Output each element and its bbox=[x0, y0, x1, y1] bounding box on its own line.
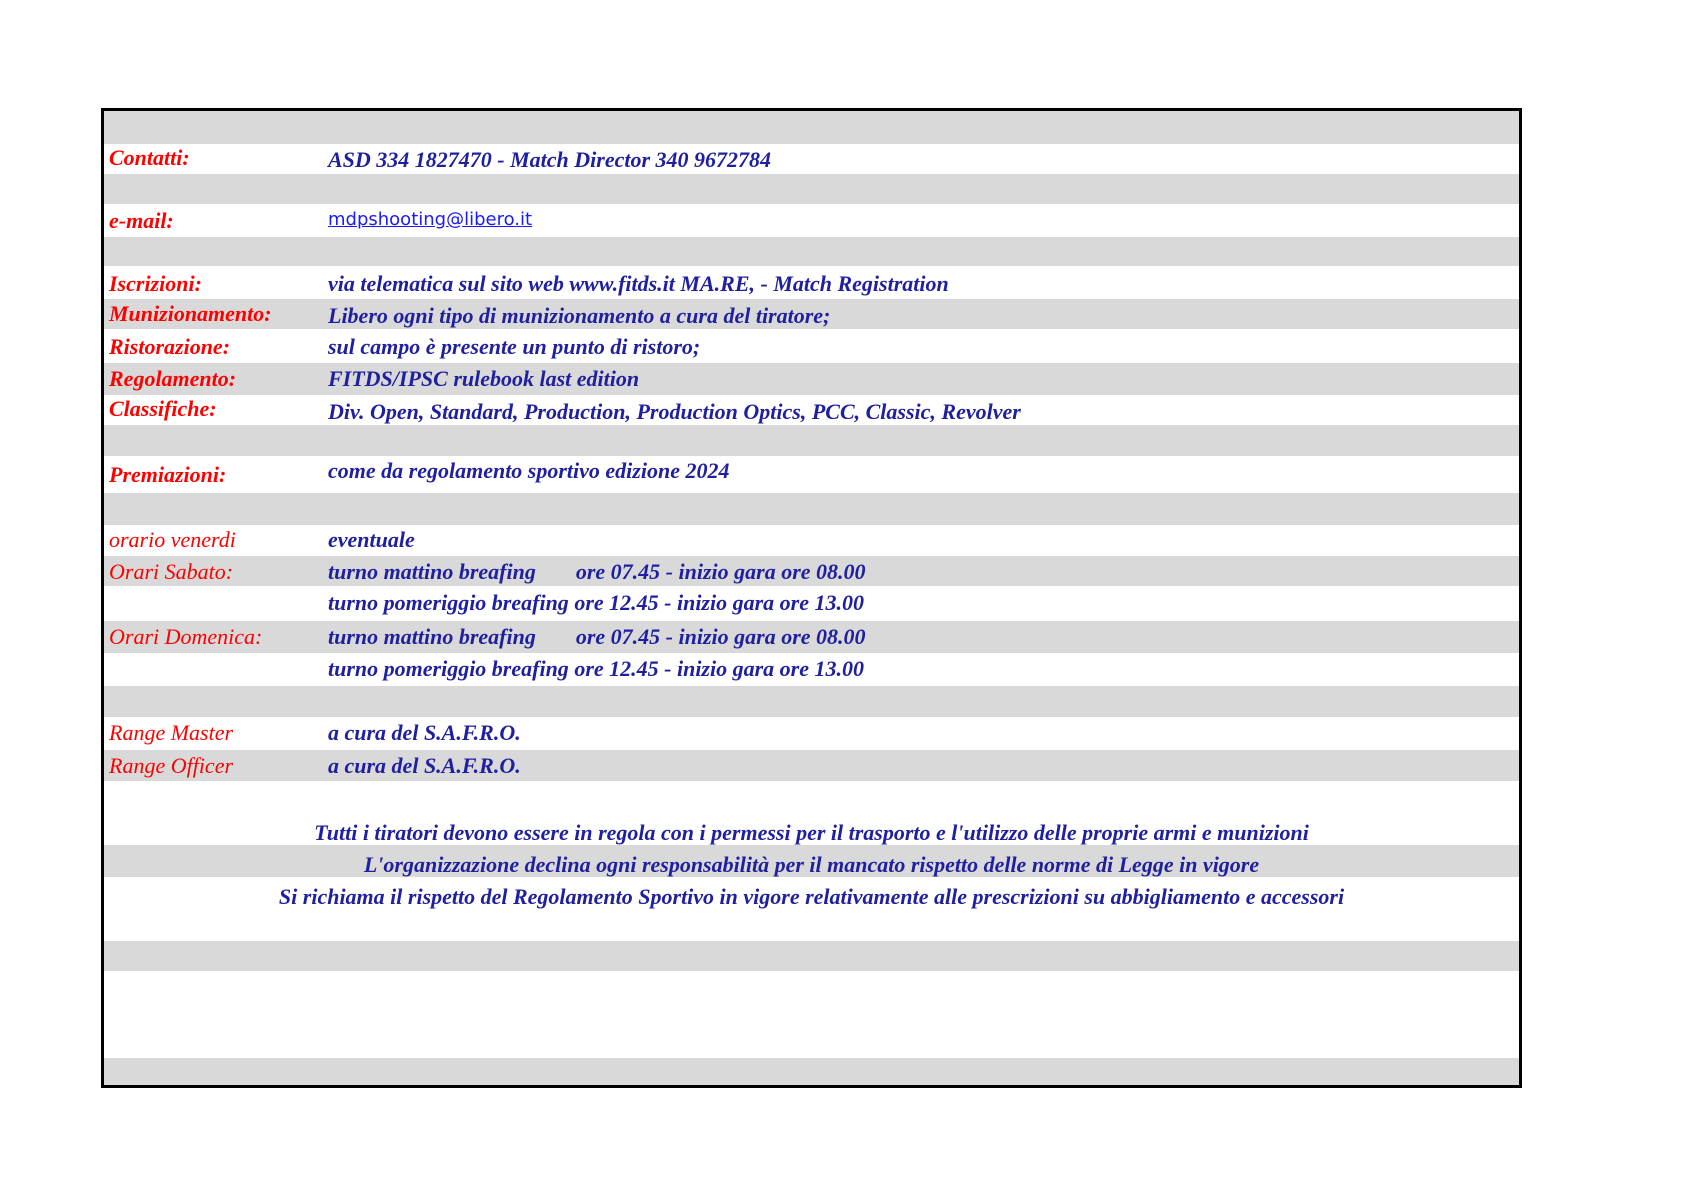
domenica-morning-times: ore 07.45 - inizio gara ore 08.00 bbox=[575, 624, 866, 649]
note-line: Si richiama il rispetto del Regolamento Sportivo in vigore relativamente alle prescrizioni su abbigliamento e accessori bbox=[278, 884, 1345, 909]
sabato-afternoon-turn: turno pomeriggio breafing bbox=[328, 590, 569, 615]
munizionamento-label: Munizionamento: bbox=[109, 301, 272, 326]
domenica-morning-turn: turno mattino breafing bbox=[328, 624, 536, 649]
band bbox=[104, 237, 1519, 266]
email-link[interactable]: mdpshooting@libero.it bbox=[328, 209, 533, 230]
range-master-value: a cura del S.A.F.R.O. bbox=[328, 720, 521, 745]
premiazioni-row bbox=[104, 456, 1519, 492]
sabato-afternoon-row bbox=[104, 588, 1519, 620]
range-master-row bbox=[104, 717, 1519, 750]
domenica-morning-row bbox=[104, 621, 1519, 653]
premiazioni-label: Premiazioni: bbox=[109, 462, 227, 487]
sabato-afternoon bbox=[328, 590, 864, 616]
contacts-row bbox=[104, 143, 1519, 175]
domenica-afternoon-turn: turno pomeriggio breafing bbox=[328, 656, 569, 681]
domenica-afternoon-row bbox=[104, 653, 1519, 685]
band bbox=[104, 941, 1519, 971]
iscrizioni-value: via telematica sul sito web www.fitds.it MA.RE, - Match Registration bbox=[328, 271, 949, 296]
ristorazione-value: sul campo è presente un punto di ristoro; bbox=[328, 334, 701, 359]
email-row bbox=[104, 206, 1519, 238]
venerdi-row bbox=[104, 525, 1519, 557]
munizionamento-row bbox=[104, 299, 1519, 331]
domenica-label: Orari Domenica: bbox=[109, 624, 263, 649]
regolamento-value: FITDS/IPSC rulebook last edition bbox=[328, 366, 640, 391]
domenica-afternoon-times: ore 12.45 - inizio gara ore 13.00 bbox=[574, 656, 864, 681]
info-sheet bbox=[101, 108, 1522, 1088]
note-line: L'organizzazione declina ogni responsabilità per il mancato rispetto delle norme di Legge in vigore bbox=[363, 852, 1260, 877]
premiazioni-value: come da regolamento sportivo edizione 2024 bbox=[328, 458, 730, 483]
sabato-label: Orari Sabato: bbox=[109, 559, 234, 584]
band bbox=[104, 493, 1519, 525]
ristorazione-label: Ristorazione: bbox=[109, 334, 231, 359]
note-line: Tutti i tiratori devono essere in regola con i permessi per il trasporto e l'utilizzo delle proprie armi e munizioni bbox=[314, 820, 1309, 845]
venerdi-value: eventuale bbox=[328, 527, 415, 552]
band bbox=[104, 425, 1519, 456]
classifiche-label: Classifiche: bbox=[109, 396, 217, 421]
iscrizioni-row bbox=[104, 268, 1519, 300]
sabato-morning-times: ore 07.45 - inizio gara ore 08.00 bbox=[575, 559, 866, 584]
domenica-morning bbox=[328, 624, 866, 650]
range-master-label: Range Master bbox=[109, 720, 234, 745]
contacts-value: ASD 334 1827470 - Match Director 340 9672784 bbox=[328, 147, 772, 172]
range-officer-value: a cura del S.A.F.R.O. bbox=[328, 753, 521, 778]
band bbox=[104, 111, 1519, 144]
sabato-morning-row bbox=[104, 556, 1519, 588]
band bbox=[104, 174, 1519, 204]
sabato-morning bbox=[328, 559, 866, 585]
band bbox=[104, 686, 1519, 717]
munizionamento-value: Libero ogni tipo di munizionamento a cura del tiratore; bbox=[328, 303, 831, 328]
range-officer-label: Range Officer bbox=[109, 753, 234, 778]
contacts-label: Contatti: bbox=[109, 145, 190, 170]
range-officer-row bbox=[104, 750, 1519, 782]
band bbox=[104, 1058, 1519, 1088]
domenica-afternoon bbox=[328, 656, 864, 682]
regolamento-row bbox=[104, 363, 1519, 395]
venerdi-label: orario venerdi bbox=[109, 527, 236, 552]
sabato-afternoon-times: ore 12.45 - inizio gara ore 13.00 bbox=[574, 590, 864, 615]
iscrizioni-label: Iscrizioni: bbox=[109, 271, 202, 296]
email-label: e-mail: bbox=[109, 208, 174, 233]
sabato-morning-turn: turno mattino breafing bbox=[328, 559, 536, 584]
regolamento-label: Regolamento: bbox=[109, 366, 237, 391]
classifiche-row bbox=[104, 395, 1519, 427]
ristorazione-row bbox=[104, 331, 1519, 363]
classifiche-value: Div. Open, Standard, Production, Production Optics, PCC, Classic, Revolver bbox=[328, 399, 1021, 424]
